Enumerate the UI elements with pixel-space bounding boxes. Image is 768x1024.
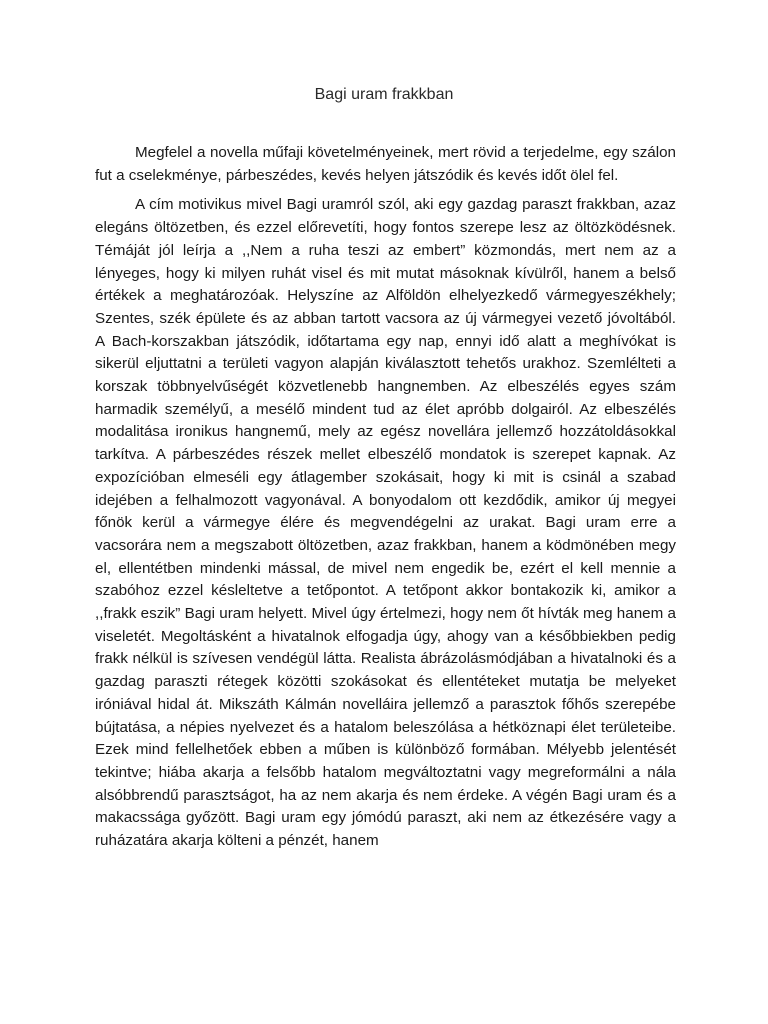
paragraph-1: Megfelel a novella műfaji követelményeinek, mert rövid a terjedelme, egy szálon fut a cselekménye, párbeszédes, kevés helyen játszódik és kevés időt ölel fel.	[95, 144, 676, 184]
document-title: Bagi uram frakkban	[314, 86, 454, 103]
document-body	[95, 142, 676, 860]
paragraph-2: A cím motivikus mivel Bagi uramról szól, aki egy gazdag paraszt frakkban, azaz elegáns öltözetben, és ezzel előrevetíti, hogy fontos szerepe lesz az öltözködésnek. Témáját jól leírja a ,,Nem a ruha teszi az embert” közmondás, mert nem az a lényeges, hogy ki milyen ruhát visel és mit mutat másoknak kívülről, hanem a belső értékek a meghatározóak. Helyszíne az Alföldön elhelyezkedő vármegyeszékhely; Szentes, szék épülete és az abban tartott vacsora az új vármegyei vezető jóvoltából. A Bach-korszakban játszódik, időtartama egy nap, ennyi idő alatt a meghívókat is sikerül eljuttatni a területi vagyon alapján kiválasztott tehetős urakhoz. Szemlélteti a korszak többnyelvűségét közvetlenebb hangnemben. Az elbeszélés egyes szám harmadik személyű, a mesélő mindent tud az élet apróbb dolgairól. Az elbeszélés modalitása ironikus hangnemű, mely az egész novellára jellemző hozzátoldásokkal tarkítva. A párbeszédes részek mellet elbeszélő mondatok is szerepet kapnak. Az expozícióban elmeséli egy átlagember szokásait, hogy ki mit is csinál a szabad idejében a felhalmozott vagyonával. A bonyodalom ott kezdődik, amikor új megyei főnök kerül a vármegye élére és megvendégelni az urakat. Bagi uram erre a vacsorára nem a megszabott öltözetben, azaz frakkban, hanem a ködmönében megy el, ellentétben mindenki mással, de mivel nem engedik be, ezért el kell mennie a szabóhoz ezzel késleltetve a tetőpontot. A tetőpont akkor bontakozik ki, amikor a ,,frakk eszik” Bagi uram helyett. Mivel úgy értelmezi, hogy nem őt hívták meg hanem a viseletét. Megoltásként a hivatalnok elfogadja úgy, ahogy van a későbbiekben pedig frakk nélkül is szívesen vendégül látta. Realista ábrázolásmódjában a hivatalnoki és a gazdag paraszti rétegek közötti szokásokat és ellentéteket mutatja be melyeket iróniával hidal át. Mikszáth Kálmán novelláira jellemző a parasztok főhős szerepébe bújtatása, a népies nyelvezet és a hatalom beleszólása a hétköznapi élet területeibe. Ezek mind fellelhetőek ebben a műben is különböző formában. Mélyebb jelentését tekintve; hiába akarja a felsőbb hatalom megváltoztatni vagy megreformálni a nála alsóbbrendű parasztságot, ha az nem akarja és nem érdeke. A végén Bagi uram és a makacssága győzött. Bagi uram egy jómódú paraszt, aki nem az étkezésére vagy a ruházatára akarja költeni a pénzét, hanem	[95, 196, 676, 850]
